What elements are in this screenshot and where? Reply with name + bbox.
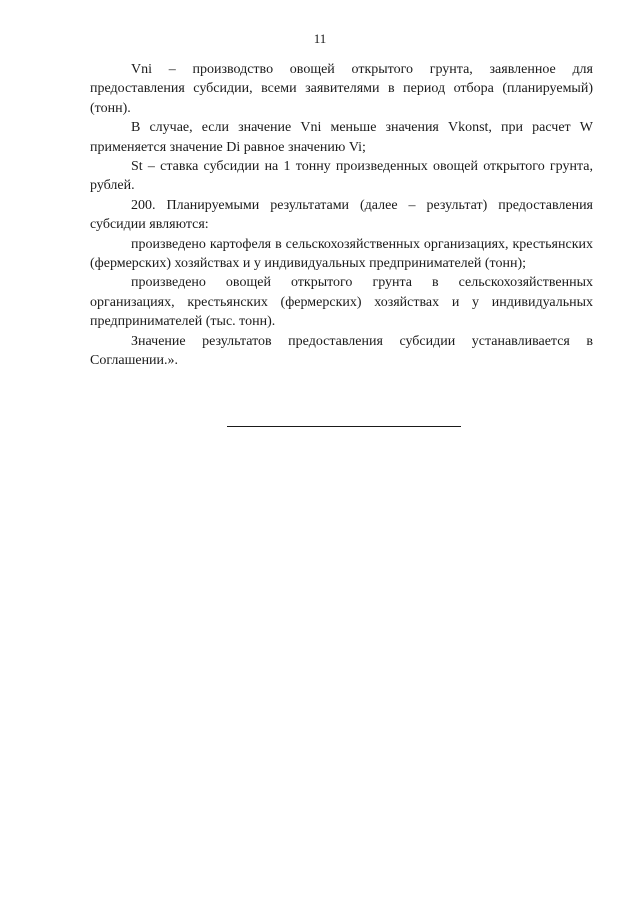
- paragraph-vni-definition: Vni – производство овощей открытого грунта, заявленное для предоставления субсидии, всеми заявителями в период отбора (планируемый) (тонн).: [90, 62, 593, 116]
- end-separator-line: [227, 426, 461, 427]
- paragraph-result-values: Значение результатов предоставления субсидии устанавливается в Соглашении.».: [90, 333, 593, 369]
- paragraph-result-potatoes: произведено картофеля в сельскохозяйственных организациях, крестьянских (фермерских) хозяйствах и у индивидуальных предпринимателей (тонн);: [90, 236, 593, 272]
- document-body: [90, 60, 593, 371]
- paragraph-vkonst-condition: В случае, если значение Vni меньше значения Vkonst, при расчет W применяется значение Di равное значению Vi;: [90, 120, 593, 155]
- paragraph-item-200: 200. Планируемыми результатами (далее – результат) предоставления субсидии являются:: [90, 197, 593, 233]
- paragraph-result-vegetables: произведено овощей открытого грунта в сельскохозяйственных организациях, крестьянских (фермерских) хозяйствах и у индивидуальных предпринимателей (тыс. тонн).: [90, 275, 593, 330]
- paragraph-st-definition: St – ставка субсидии на 1 тонну произведенных овощей открытого грунта, рублей.: [90, 159, 593, 194]
- page-number: 11: [313, 31, 327, 46]
